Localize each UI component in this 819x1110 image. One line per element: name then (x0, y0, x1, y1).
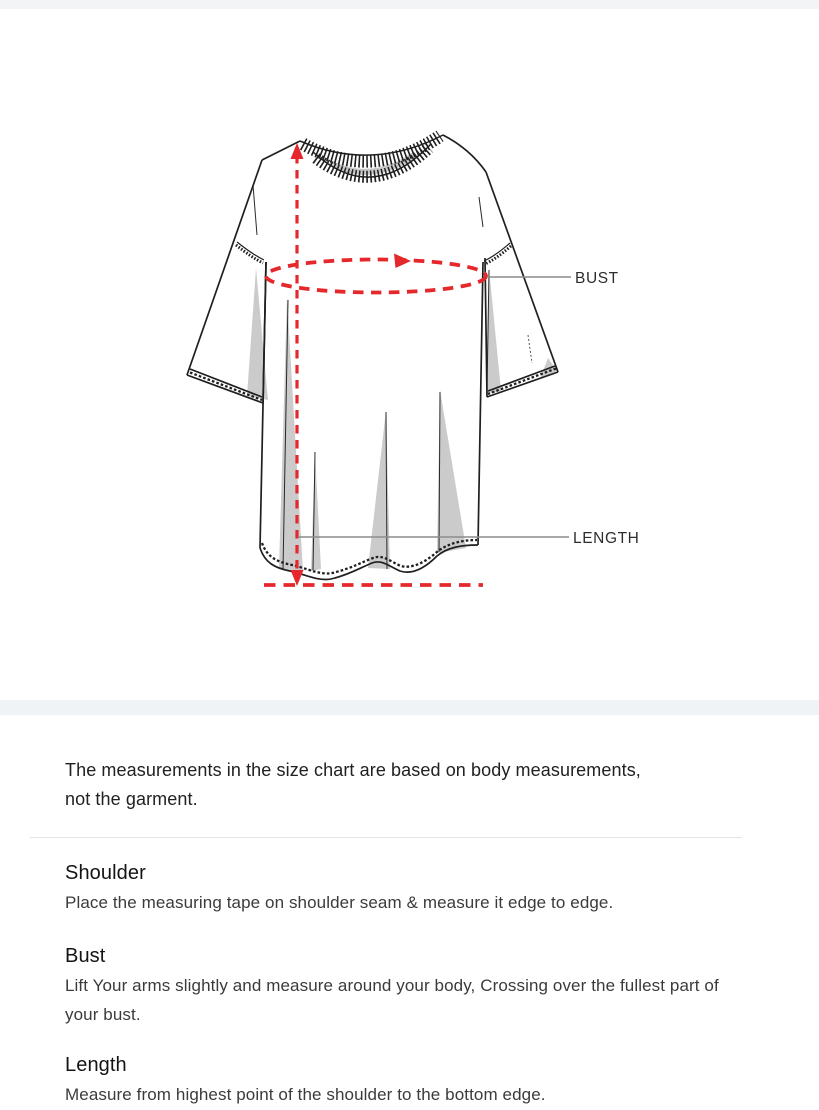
length-label: LENGTH (573, 530, 640, 547)
fold-dotted-line (528, 335, 532, 363)
shoulder-section-description: Place the measuring tape on shoulder seam & measure it edge to edge. (65, 893, 614, 912)
section-divider (30, 837, 742, 838)
divider-band (0, 700, 819, 715)
measurement-note (65, 756, 765, 814)
armhole-seams (236, 242, 511, 264)
callouts (298, 270, 639, 547)
garment-outline (187, 135, 558, 579)
arrow-right-icon (394, 254, 411, 269)
bust-section-description: Lift Your arms slightly and measure around your body, Crossing over the fullest part of your bust. (65, 976, 719, 1024)
note-line-1: The measurements in the size chart are based on body measurements, (65, 760, 641, 780)
length-section-title: Length (65, 1054, 127, 1076)
note-line-2: not the garment. (65, 789, 198, 809)
bust-measure-ellipse (266, 260, 486, 293)
shoulder-section-title: Shoulder (65, 862, 146, 884)
length-section-description: Measure from highest point of the shoulder to the bottom edge. (65, 1085, 546, 1104)
bust-label: BUST (575, 270, 619, 287)
bust-section-title: Bust (65, 945, 106, 967)
shading-wedges (247, 268, 557, 572)
collar (300, 135, 443, 177)
